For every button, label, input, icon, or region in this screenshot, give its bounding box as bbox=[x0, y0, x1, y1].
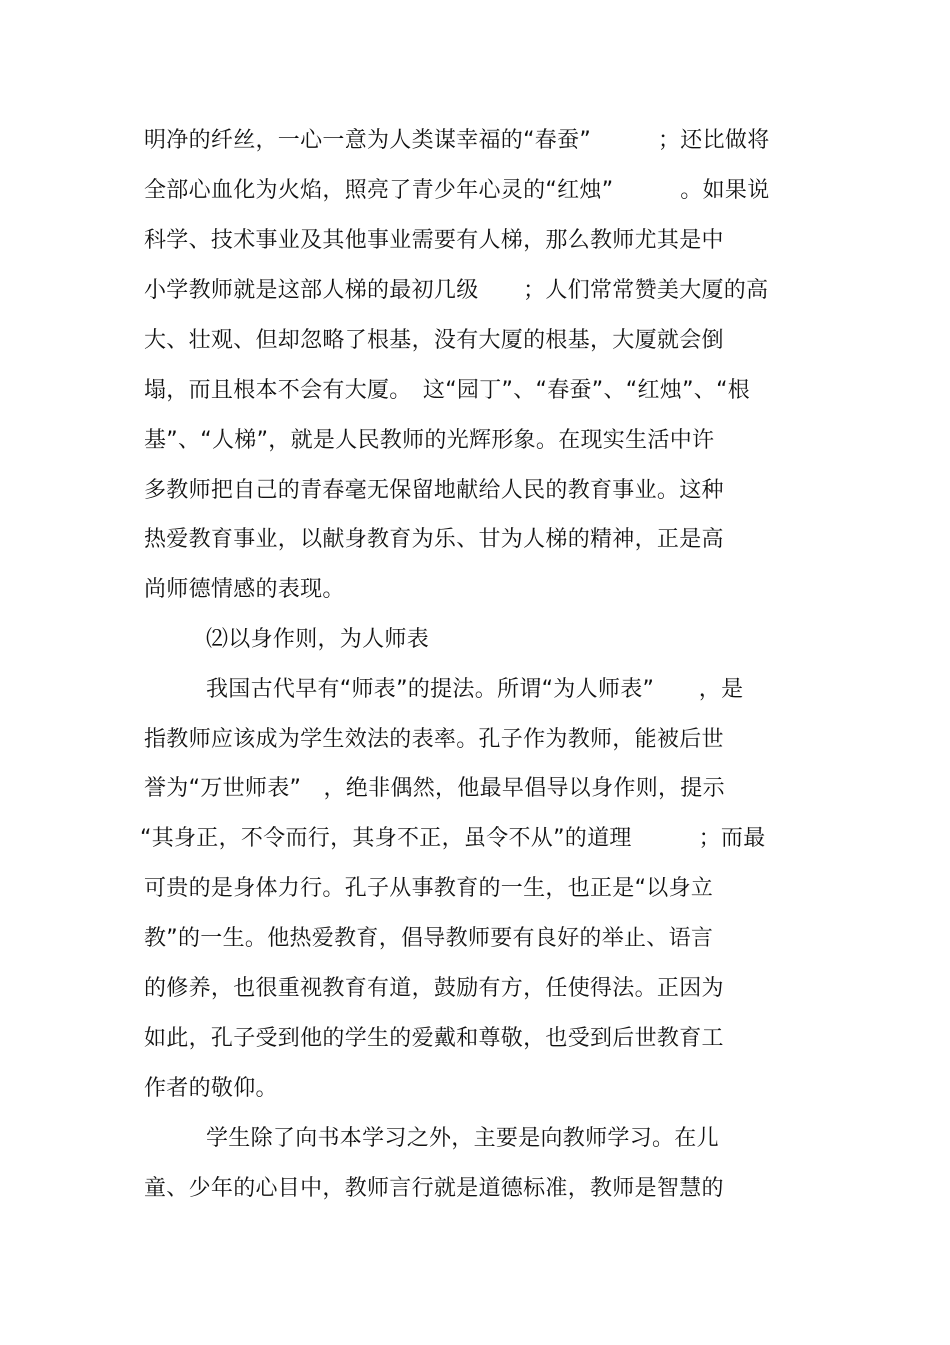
text-line: “其身正，不令而行，其身不正，虽令不从”的道理 ；而最 bbox=[140, 826, 766, 851]
text-line: 多教师把自己的青春毫无保留地献给人民的教育事业。这种 bbox=[144, 478, 724, 503]
text-line: 小学教师就是这部人梯的最初几级 ；人们常常赞美大厦的高 bbox=[144, 278, 769, 303]
text-line: 明净的纤丝，一心一意为人类谋幸福的“春蚕” ；还比做将 bbox=[144, 128, 770, 153]
text-line: 我国古代早有“师表”的提法。所谓“为人师表” ，是 bbox=[206, 677, 744, 702]
text-line: 全部心血化为火焰，照亮了青少年心灵的“红烛” 。如果说 bbox=[144, 178, 770, 203]
text-line: 塌，而且根本不会有大厦。 这“园丁”、“春蚕”、“红烛”、“根 bbox=[144, 378, 751, 403]
text-line: 如此，孔子受到他的学生的爱戴和尊敬，也受到后世教育工 bbox=[144, 1026, 724, 1051]
text-line: 大、壮观、但却忽略了根基，没有大厦的根基，大厦就会倒 bbox=[144, 328, 724, 353]
text-line: 科学、技术事业及其他事业需要有人梯，那么教师尤其是中 bbox=[144, 228, 724, 253]
text-line: 誉为“万世师表” ，绝非偶然，他最早倡导以身作则，提示 bbox=[144, 776, 725, 801]
text-line: 教”的一生。他热爱教育，倡导教师要有良好的举止、语言 bbox=[144, 926, 714, 951]
text-line: 尚师德情感的表现。 bbox=[144, 577, 345, 602]
text-line: 指教师应该成为学生效法的表率。孔子作为教师，能被后世 bbox=[144, 727, 724, 752]
section-heading: ⑵以身作则，为人师表 bbox=[206, 627, 430, 652]
text-line: 童、少年的心目中，教师言行就是道德标准，教师是智慧的 bbox=[144, 1176, 724, 1201]
text-line: 作者的敬仰。 bbox=[144, 1076, 278, 1101]
text-line: 学生除了向书本学习之外，主要是向教师学习。在儿 bbox=[206, 1126, 719, 1151]
text-line: 的修养，也很重视教育有道，鼓励有方，任使得法。正因为 bbox=[144, 976, 724, 1001]
text-line: 基”、“人梯”，就是人民教师的光辉形象。在现实生活中许 bbox=[144, 428, 715, 453]
text-line: 热爱教育事业，以献身教育为乐、甘为人梯的精神，正是高 bbox=[144, 527, 724, 552]
text-line: 可贵的是身体力行。孔子从事教育的一生，也正是“以身立 bbox=[144, 876, 714, 901]
